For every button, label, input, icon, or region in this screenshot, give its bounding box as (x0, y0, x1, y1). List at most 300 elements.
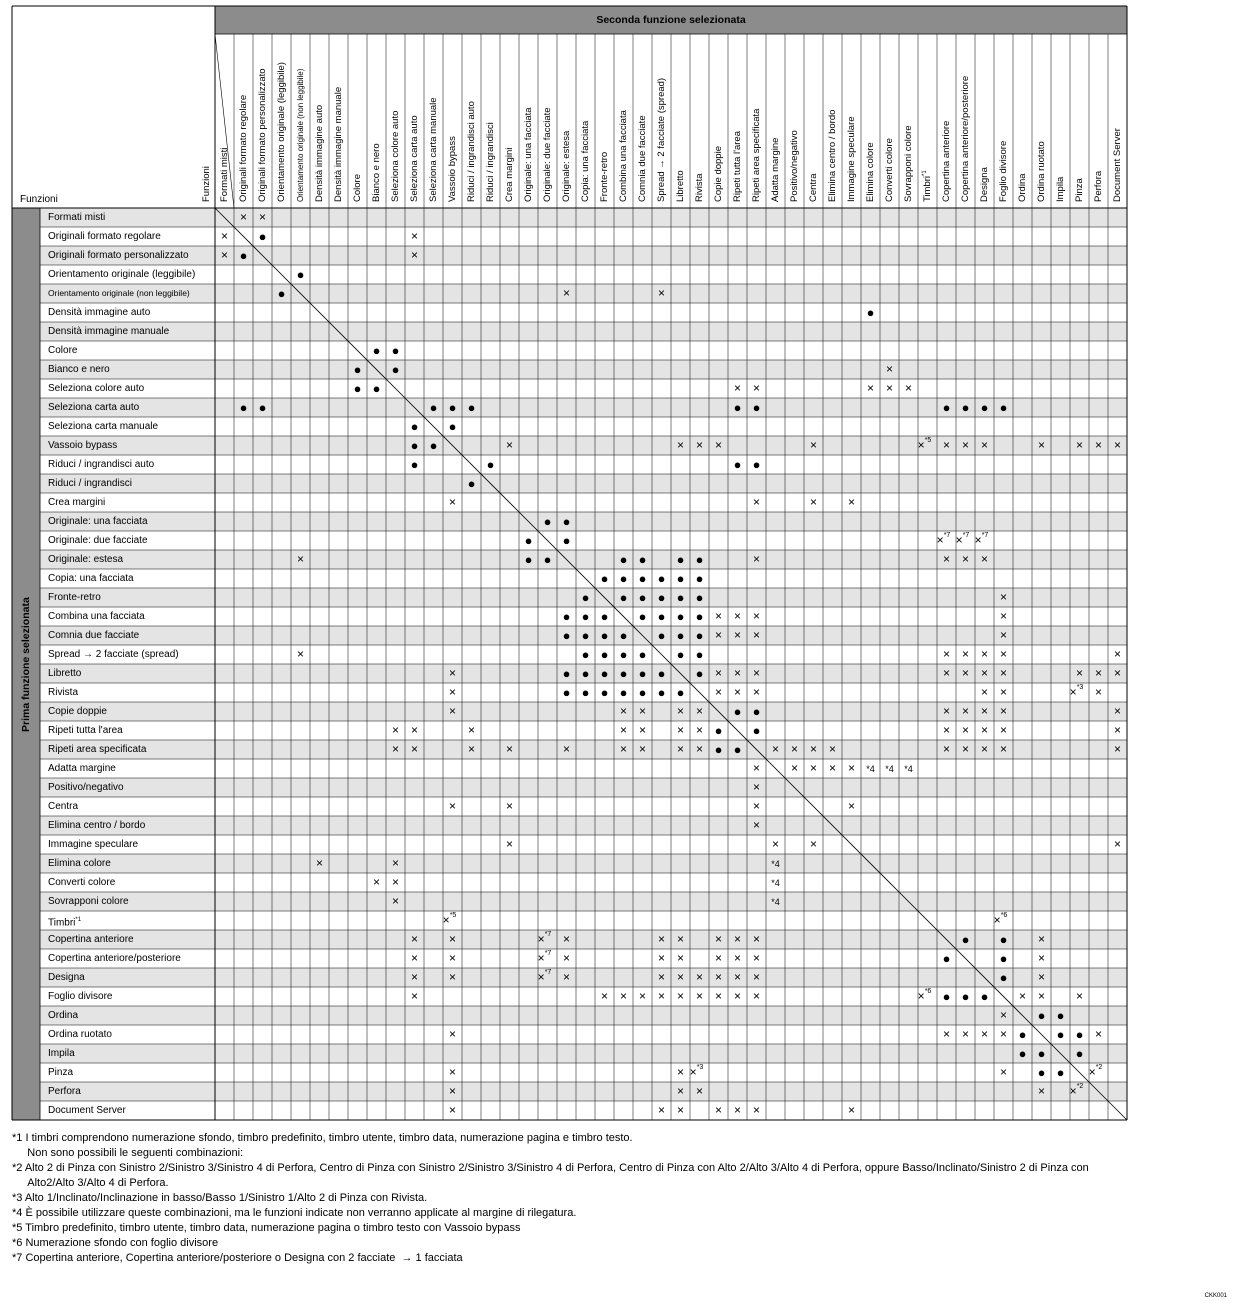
row-label-text: Orientamento originale (leggibile) (48, 269, 196, 280)
incompatible-cross (1108, 835, 1127, 854)
mark-symbol: ● (619, 628, 628, 643)
mark-symbol: × (619, 704, 627, 718)
column-header (238, 95, 249, 202)
incompatible-cross (443, 683, 462, 702)
compatible-dot (519, 550, 538, 569)
mark-symbol: × (448, 685, 456, 699)
compatible-dot (994, 398, 1013, 417)
column-header (485, 122, 496, 202)
column-header (732, 131, 743, 202)
column-header (523, 107, 534, 202)
incompatible-cross (880, 379, 899, 398)
mark-symbol: × (562, 951, 570, 965)
incompatible-cross (915, 436, 934, 455)
column-header (276, 62, 287, 202)
mark-symbol: ● (543, 514, 552, 529)
compatible-dot (1051, 1025, 1070, 1044)
mark-symbol: × (771, 742, 779, 756)
row-label-text: Spread → 2 facciate (spread) (48, 649, 179, 660)
compatible-dot (994, 968, 1013, 987)
mark-footnote-ref: *7 (544, 931, 552, 938)
column-header-text: Colore (352, 174, 363, 202)
mark-symbol: × (942, 704, 950, 718)
mark-symbol: ● (714, 742, 723, 757)
row-shade (40, 474, 1127, 493)
mark-symbol: × (752, 951, 760, 965)
row-shade (40, 360, 1127, 379)
mark-symbol: ● (999, 970, 1008, 985)
mark-symbol: × (448, 1065, 456, 1079)
mark-symbol: ● (581, 647, 590, 662)
mark-symbol: × (467, 723, 475, 737)
incompatible-cross (1108, 721, 1127, 740)
compatible-dot (633, 664, 652, 683)
column-header (618, 110, 629, 202)
mark-symbol: ● (258, 229, 267, 244)
incompatible-cross (291, 550, 310, 569)
row-label-text: Copie doppie (48, 706, 107, 717)
incompatible-cross (956, 1025, 975, 1044)
mark-symbol: × (505, 799, 513, 813)
row-label-text: Vassoio bypass (48, 440, 118, 451)
incompatible-cross (804, 436, 823, 455)
compatible-dot (747, 455, 766, 474)
incompatible-cross (766, 740, 785, 759)
column-header (903, 125, 914, 202)
image-code: CKK001 (1204, 1293, 1227, 1299)
mark-symbol: ● (296, 267, 305, 282)
mark-symbol: ● (372, 343, 381, 358)
mark-symbol: ● (657, 609, 666, 624)
mark-symbol: ● (676, 590, 685, 605)
compatible-dot (405, 436, 424, 455)
compatible-dot (443, 417, 462, 436)
incompatible-cross (291, 645, 310, 664)
mark-symbol: ● (543, 552, 552, 567)
mark-symbol: × (448, 799, 456, 813)
mark-symbol: ● (619, 552, 628, 567)
row-label-text: Colore (48, 345, 78, 356)
incompatible-cross (747, 930, 766, 949)
row-label-text: Originali formato regolare (48, 231, 161, 242)
column-header-text: Copertina anteriore/posteriore (960, 75, 971, 202)
row-label-text: Ordina (48, 1010, 79, 1021)
incompatible-cross (386, 854, 405, 873)
top-header: Seconda funzione selezionata (596, 14, 746, 26)
mark-symbol: × (942, 742, 950, 756)
incompatible-cross (934, 531, 953, 550)
mark-symbol: × (638, 723, 646, 737)
mark-symbol: ● (600, 647, 609, 662)
compatible-dot (1051, 1006, 1070, 1025)
column-header-text: Ripeti tutta l'area (732, 131, 743, 202)
mark-symbol: × (1113, 647, 1121, 661)
column-header-text: Pinza (1074, 178, 1085, 202)
mark-symbol: ● (448, 419, 457, 434)
mark-symbol: × (676, 1084, 684, 1098)
compatible-dot (538, 512, 557, 531)
column-header (542, 107, 553, 202)
column-header-text: Foglio divisore (998, 140, 1009, 202)
incompatible-cross (975, 436, 994, 455)
incompatible-cross (953, 531, 972, 550)
mark-symbol: ● (1037, 1046, 1046, 1061)
row-label (42, 816, 145, 835)
row-label-text: Sovrapponi colore (48, 896, 129, 907)
incompatible-cross (994, 626, 1013, 645)
mark-symbol: × (391, 723, 399, 737)
incompatible-cross (842, 1101, 861, 1120)
mark-symbol: × (974, 533, 982, 547)
mark-symbol: × (657, 1103, 665, 1117)
compatible-dot (652, 683, 671, 702)
compatible-dot (671, 550, 690, 569)
row-label-text: Crea margini (48, 497, 106, 508)
column-header-text: Positivo/negativo (789, 130, 800, 202)
mark-symbol: ● (657, 628, 666, 643)
mark-symbol: × (999, 647, 1007, 661)
incompatible-cross (633, 987, 652, 1006)
row-label-text: Copia: una facciata (48, 573, 134, 584)
compatible-dot (557, 512, 576, 531)
incompatible-cross (747, 797, 766, 816)
mark-symbol: ● (600, 685, 609, 700)
incompatible-cross (994, 721, 1013, 740)
mark-footnote-ref: *3 (696, 1064, 704, 1071)
incompatible-cross (1032, 1082, 1051, 1101)
column-header-text: Copertina anteriore (941, 120, 952, 202)
compatible-dot (652, 569, 671, 588)
mark-symbol: × (619, 989, 627, 1003)
mark-footnote-ref: *4 (885, 764, 894, 774)
row-label (42, 873, 115, 892)
column-header (1055, 177, 1066, 202)
column-header (1093, 171, 1104, 202)
incompatible-cross (804, 493, 823, 512)
compatible-dot (671, 683, 690, 702)
incompatible-cross (747, 1101, 766, 1120)
mark-symbol: × (695, 989, 703, 1003)
row-label (42, 778, 124, 797)
mark-symbol: ● (961, 400, 970, 415)
side-header: Prima funzione selezionata (20, 597, 32, 732)
incompatible-cross (462, 721, 481, 740)
mark-symbol: × (942, 438, 950, 452)
mark-symbol: ● (942, 951, 951, 966)
mark-symbol: ● (581, 628, 590, 643)
mark-symbol: × (714, 609, 722, 623)
compatible-dot (253, 227, 272, 246)
mark-symbol: ● (1075, 1027, 1084, 1042)
compatible-dot (557, 683, 576, 702)
incompatible-cross (652, 968, 671, 987)
column-header (713, 146, 724, 202)
compatible-dot (462, 474, 481, 493)
mark-symbol: × (942, 647, 950, 661)
mark-symbol: ● (1056, 1027, 1065, 1042)
row-label (42, 208, 105, 227)
mark-symbol: × (1094, 1027, 1102, 1041)
mark-symbol: ● (562, 514, 571, 529)
incompatible-cross (671, 721, 690, 740)
compatible-dot (557, 664, 576, 683)
incompatible-cross (1032, 436, 1051, 455)
incompatible-cross (535, 930, 554, 949)
compatible-dot (633, 645, 652, 664)
column-header (390, 111, 401, 202)
row-label (42, 588, 101, 607)
mark-footnote-ref: *4 (904, 764, 913, 774)
incompatible-cross (994, 645, 1013, 664)
row-label (42, 417, 158, 436)
footnote-mark (766, 873, 785, 892)
incompatible-cross (991, 911, 1010, 930)
mark-symbol: × (752, 666, 760, 680)
incompatible-cross (823, 740, 842, 759)
compatible-dot (348, 360, 367, 379)
mark-symbol: ● (619, 590, 628, 605)
compatible-dot (747, 721, 766, 740)
mark-symbol: ● (562, 666, 571, 681)
incompatible-cross (443, 1063, 462, 1082)
mark-symbol: × (999, 1027, 1007, 1041)
mark-symbol: × (410, 932, 418, 946)
mark-symbol: × (733, 628, 741, 642)
row-label (42, 892, 129, 911)
incompatible-cross (728, 683, 747, 702)
mark-symbol: ● (391, 343, 400, 358)
incompatible-cross (405, 721, 424, 740)
column-header-text: Perfora (1093, 170, 1104, 202)
mark-symbol: × (448, 932, 456, 946)
footnote-line: *1 I timbri comprendono numerazione sfondo, timbro predefinito, timbro utente, timbro data, numerazione pagina e timbro testo. (12, 1132, 633, 1144)
mark-symbol: × (752, 780, 760, 794)
mark-symbol: × (752, 685, 760, 699)
row-label-text: Perfora (48, 1086, 81, 1097)
row-shade (40, 778, 1127, 797)
mark-symbol: × (676, 742, 684, 756)
mark-symbol: ● (942, 989, 951, 1004)
compatible-dot (234, 246, 253, 265)
row-label (42, 569, 134, 588)
column-header-text: Document Server (1112, 128, 1123, 202)
column-header-text: Originale: estesa (561, 130, 572, 202)
mark-symbol: ● (999, 400, 1008, 415)
incompatible-cross (842, 759, 861, 778)
mark-symbol: × (537, 932, 545, 946)
incompatible-cross (234, 208, 253, 227)
mark-symbol: ● (638, 647, 647, 662)
mark-footnote-ref: *2 (1076, 1083, 1084, 1090)
incompatible-cross (709, 1101, 728, 1120)
incompatible-cross (709, 436, 728, 455)
incompatible-cross (994, 588, 1013, 607)
column-header (352, 174, 363, 202)
incompatible-cross (1070, 664, 1089, 683)
row-label-text: Libretto (48, 668, 82, 679)
mark-symbol: × (752, 818, 760, 832)
row-label-text: Impila (48, 1048, 75, 1059)
mark-symbol: ● (239, 248, 248, 263)
column-header-text: Copia: una facciata (580, 120, 591, 202)
mark-symbol: ● (733, 704, 742, 719)
mark-symbol: ● (581, 590, 590, 605)
compatible-dot (367, 341, 386, 360)
incompatible-cross (671, 1101, 690, 1120)
mark-symbol: × (619, 742, 627, 756)
column-header (219, 148, 230, 202)
compatible-dot (633, 607, 652, 626)
mark-symbol: ● (410, 419, 419, 434)
row-label-text: Ripeti tutta l'area (48, 725, 123, 736)
column-header-text: Originali formato regolare (238, 94, 249, 202)
incompatible-cross (747, 759, 766, 778)
mark-symbol: × (885, 381, 893, 395)
compatible-dot (253, 398, 272, 417)
footnote-mark (899, 759, 918, 778)
compatible-dot (386, 360, 405, 379)
mark-symbol: × (942, 723, 950, 737)
incompatible-cross (915, 987, 934, 1006)
mark-symbol: × (562, 742, 570, 756)
incompatible-cross (747, 968, 766, 987)
compatible-dot (272, 284, 291, 303)
incompatible-cross (671, 949, 690, 968)
compatible-dot (1070, 1044, 1089, 1063)
incompatible-cross (671, 987, 690, 1006)
row-shade (40, 208, 1127, 227)
mark-symbol: ● (676, 609, 685, 624)
mark-symbol: × (714, 1103, 722, 1117)
mark-symbol: × (1069, 1084, 1077, 1098)
incompatible-cross (728, 379, 747, 398)
mark-symbol: × (537, 951, 545, 965)
incompatible-cross (937, 702, 956, 721)
mark-symbol: ● (695, 571, 704, 586)
incompatible-cross (709, 607, 728, 626)
row-label (42, 322, 169, 341)
incompatible-cross (405, 949, 424, 968)
incompatible-cross (1070, 436, 1089, 455)
incompatible-cross (728, 968, 747, 987)
compatible-dot (576, 683, 595, 702)
incompatible-cross (975, 721, 994, 740)
column-header-text: Seleziona carta auto (409, 115, 420, 202)
compatible-dot (652, 588, 671, 607)
compatible-dot (614, 550, 633, 569)
mark-symbol: × (980, 666, 988, 680)
mark-symbol: × (847, 761, 855, 775)
incompatible-cross (310, 854, 329, 873)
mark-symbol: × (315, 856, 323, 870)
mark-symbol: × (961, 438, 969, 452)
compatible-dot (576, 607, 595, 626)
compatible-dot (614, 569, 633, 588)
compatible-dot (557, 607, 576, 626)
column-header-text: Designa (979, 167, 990, 202)
mark-symbol: × (733, 932, 741, 946)
row-label-text: Comnia due facciate (48, 630, 140, 641)
compatible-dot (975, 398, 994, 417)
row-label (42, 626, 139, 645)
mark-symbol: × (1094, 685, 1102, 699)
row-label-text: Densità immagine auto (48, 307, 151, 318)
incompatible-cross (880, 360, 899, 379)
mark-symbol: × (220, 248, 228, 262)
mark-symbol: ● (1056, 1065, 1065, 1080)
compatible-dot (557, 531, 576, 550)
incompatible-cross (386, 892, 405, 911)
column-header (884, 138, 895, 202)
incompatible-cross (747, 550, 766, 569)
compatible-dot (956, 398, 975, 417)
incompatible-cross (747, 607, 766, 626)
mark-footnote-ref: *4 (771, 897, 780, 907)
column-header (941, 121, 952, 202)
compatible-dot (633, 550, 652, 569)
incompatible-cross (1089, 683, 1108, 702)
compatible-dot (652, 626, 671, 645)
incompatible-cross (1108, 436, 1127, 455)
row-label (42, 265, 195, 284)
mark-symbol: × (771, 837, 779, 851)
mark-footnote-ref: *7 (544, 950, 552, 957)
compatible-dot (671, 569, 690, 588)
mark-symbol: × (847, 495, 855, 509)
mark-symbol: × (562, 932, 570, 946)
mark-symbol: × (1018, 989, 1026, 1003)
compatible-dot (1013, 1044, 1032, 1063)
row-label (42, 683, 78, 702)
footnote-line: *5 Timbro predefinito, timbro utente, timbro data, numerazione pagina o timbro testo con Vassoio bypass (12, 1222, 521, 1234)
incompatible-cross (405, 930, 424, 949)
compatible-dot (633, 569, 652, 588)
mark-symbol: × (980, 438, 988, 452)
column-header (371, 143, 382, 202)
compatible-dot (994, 949, 1013, 968)
mark-symbol: ● (752, 723, 761, 738)
mark-symbol: × (999, 685, 1007, 699)
mark-symbol: × (733, 951, 741, 965)
mark-symbol: × (980, 723, 988, 737)
row-label (42, 835, 138, 854)
column-header-text: Originale: una facciata (523, 107, 534, 202)
mark-symbol: × (410, 989, 418, 1003)
row-label (42, 702, 107, 721)
compatible-dot (975, 987, 994, 1006)
mark-footnote-ref: *3 (1076, 684, 1084, 691)
compatible-dot (576, 588, 595, 607)
row-label-text: Orientamento originale (non leggibile) (48, 288, 190, 298)
incompatible-cross (595, 987, 614, 1006)
mark-symbol: ● (486, 457, 495, 472)
mark-symbol: × (448, 495, 456, 509)
mark-symbol: × (296, 647, 304, 661)
column-header (1074, 178, 1085, 202)
mark-symbol: × (885, 362, 893, 376)
row-shade (40, 816, 1127, 835)
mark-symbol: ● (619, 685, 628, 700)
incompatible-cross (823, 759, 842, 778)
compatible-dot (1032, 1063, 1051, 1082)
incompatible-cross (1067, 1082, 1086, 1101)
mark-symbol: × (961, 704, 969, 718)
column-header (409, 115, 420, 202)
column-header-text: Immagine speculare (846, 116, 857, 202)
compatible-dot (861, 303, 880, 322)
mark-symbol: × (809, 837, 817, 851)
row-shade (40, 892, 1127, 911)
